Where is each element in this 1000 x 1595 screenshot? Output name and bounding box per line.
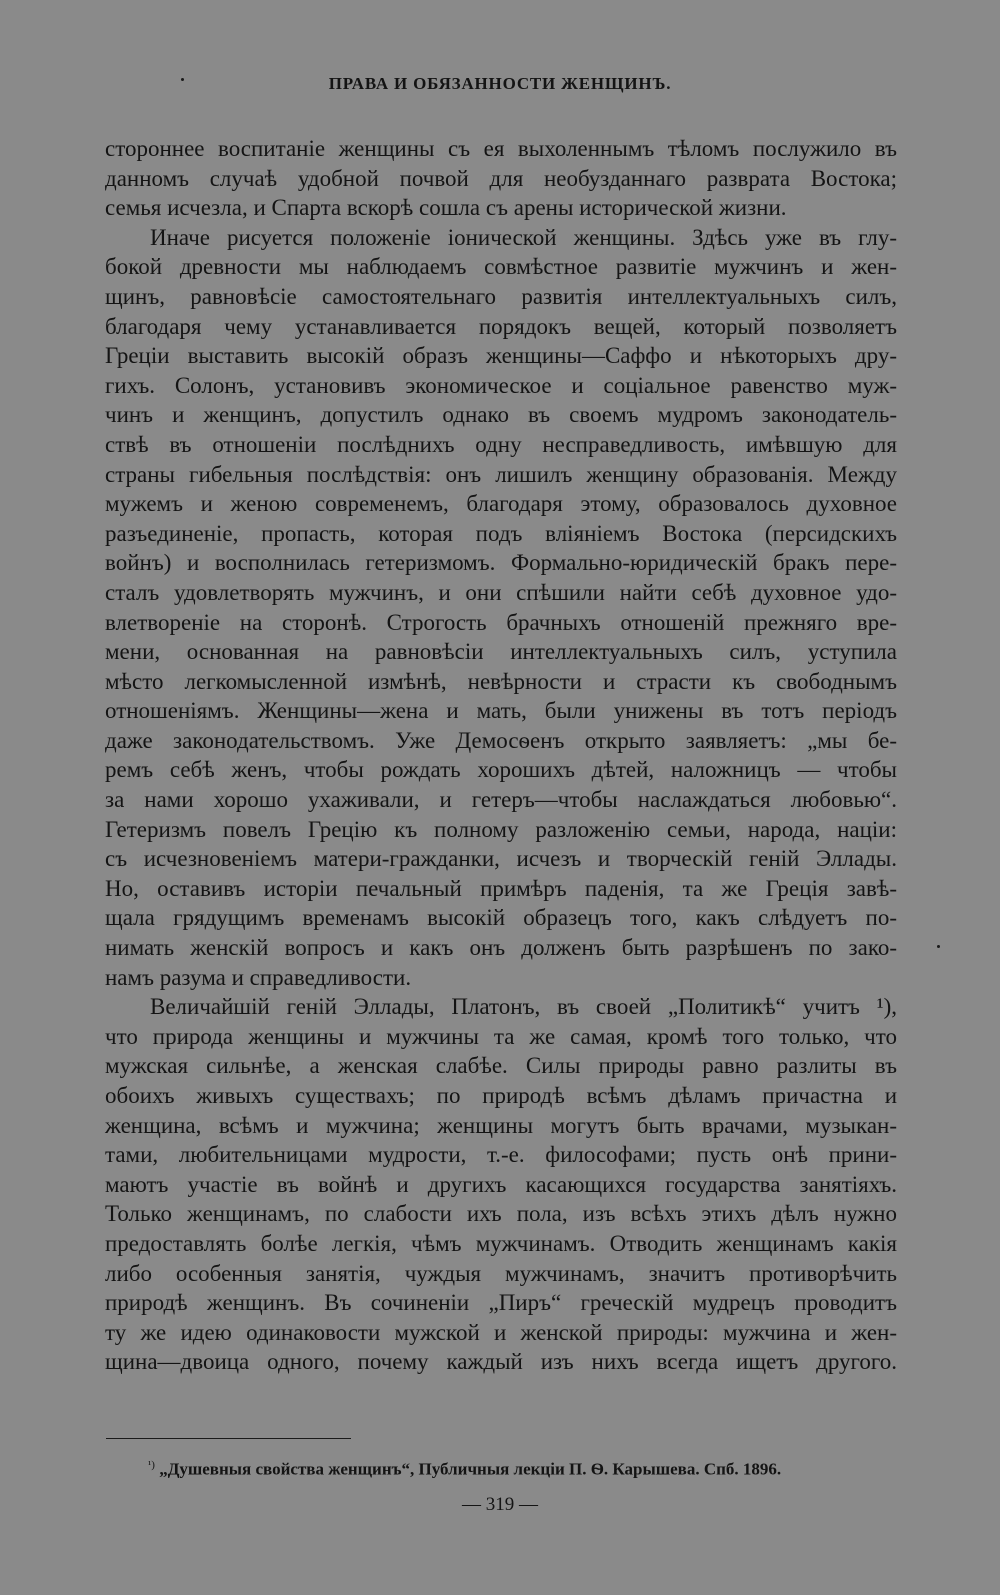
running-head: ПРАВА И ОБЯЗАННОСТИ ЖЕНЩИНЪ.: [328, 74, 672, 93]
body-text: [105, 134, 897, 1377]
text-line: разъединеніе, пропасть, которая подъ вліяніемъ Востока (персидскихъ: [105, 520, 897, 546]
footnote-marker: ¹): [148, 1459, 155, 1471]
text-line: гихъ. Солонъ, установивъ экономическое и соціальное равенство муж-: [105, 372, 897, 398]
text-line: тами, любительницами мудрости, т.-е. философами; пусть онѣ прини-: [105, 1142, 897, 1168]
text-line: ремъ себѣ женъ, чтобы рождать хорошихъ дѣтей, наложницъ — чтобы: [105, 757, 897, 783]
text-line: Гетеризмъ повелъ Грецію къ полному разложенію семьи, народа, націи:: [105, 816, 897, 842]
text-line: ствѣ въ отношеніи послѣднихъ одну несправедливость, имѣвшую для: [105, 431, 897, 457]
print-speck: [937, 945, 940, 948]
footnote-rule: [106, 1438, 351, 1439]
text-line: страны гибельныя послѣдствія: онъ лишилъ женщину образованія. Между: [105, 461, 897, 487]
text-line: ту же идею одинаковости мужской и женской природы: мужчина и жен-: [105, 1319, 897, 1345]
text-line: обоихъ живыхъ существахъ; по природѣ всѣмъ дѣламъ причастна и: [105, 1083, 897, 1108]
text-line: семья исчезла, и Спарта вскорѣ сошла съ арены исторической жизни.: [105, 195, 787, 221]
text-line: Иначе рисуется положеніе іонической женщины. Здѣсь уже въ глу-: [150, 224, 897, 250]
text-line: мѣсто легкомысленной измѣнѣ, невѣрности и страсти къ свободнымъ: [105, 668, 897, 694]
text-line: Но, оставивъ исторіи печальный примѣръ паденія, та же Греція завѣ-: [105, 875, 897, 901]
text-line: данномъ случаѣ удобной почвой для необузданнаго разврата Востока;: [105, 165, 897, 191]
text-line: мени, основанная на равновѣсіи интеллектуальныхъ силъ, уступила: [105, 639, 897, 665]
text-line: Греціи выставить высокій образъ женщины—Саффо и нѣкоторыхъ дру-: [105, 343, 897, 369]
text-line: съ исчезновеніемъ матери-гражданки, исчезъ и творческій геній Эллады.: [105, 846, 897, 872]
text-line: чинъ и женщинъ, допустилъ однако въ своемъ мудромъ законодатель-: [105, 402, 897, 428]
page-number: — 319 —: [462, 1494, 538, 1515]
text-line: бокой древности мы наблюдаемъ совмѣстное развитіе мужчинъ и жен-: [105, 254, 897, 280]
text-line: влетвореніе на сторонѣ. Строгость брачныхъ отношеній прежняго вре-: [105, 609, 897, 635]
text-line: женщина, всѣмъ и мужчина; женщины могутъ быть врачами, музыкан-: [105, 1112, 897, 1138]
text-line: щала грядущимъ временамъ высокій образецъ того, какъ слѣдуетъ по-: [105, 905, 897, 931]
text-line: либо особенныя занятія, чуждыя мужчинамъ, значитъ противорѣчить: [105, 1260, 897, 1286]
text-line: мужская сильнѣе, а женская слабѣе. Силы природы равно разлиты въ: [105, 1053, 897, 1079]
text-line: благодаря чему устанавливается порядокъ вещей, который позволяетъ: [105, 313, 897, 339]
text-line: Величайшій геній Эллады, Платонъ, въ своей „Политикѣ“ учитъ ¹),: [150, 994, 897, 1020]
text-line: щина—двоица одного, почему каждый изъ нихъ всегда ищетъ другого.: [105, 1349, 897, 1375]
text-line: природѣ женщинъ. Въ сочиненіи „Пиръ“ греческій мудрецъ проводитъ: [105, 1290, 897, 1316]
text-line: даже законодательствомъ. Уже Демосѳенъ открыто заявляетъ: „мы бе-: [105, 727, 897, 753]
text-line: стороннее воспитаніе женщины съ ея выхоленнымъ тѣломъ послужило въ: [105, 136, 897, 161]
text-line: за нами хорошо ухаживали, и гетеръ—чтобы наслаждаться любовью“.: [105, 787, 897, 813]
text-line: сталъ удовлетворять мужчинъ, и они спѣшили найти себѣ духовное удо-: [105, 579, 897, 605]
text-line: войнъ) и восполнилась гетеризмомъ. Формально-юридическій бракъ пере-: [105, 550, 897, 576]
text-line: мужемъ и женою современемъ, благодаря этому, образовалось духовное: [105, 491, 897, 517]
text-line: маютъ участіе въ войнѣ и другихъ касающихся государства занятіяхъ.: [105, 1171, 897, 1197]
text-line: щинъ, равновѣсіе самостоятельнаго развитія интеллектуальныхъ силъ,: [105, 283, 897, 309]
text-line: Только женщинамъ, по слабости ихъ пола, изъ всѣхъ этихъ дѣлъ нужно: [105, 1201, 897, 1227]
text-line: нимать женскій вопросъ и какъ онъ долженъ быть разрѣшенъ по зако-: [105, 935, 897, 961]
footnote-text: „Душевныя свойства женщинъ“, Публичныя лекціи П. Ѳ. Карышева. Спб. 1896.: [159, 1459, 782, 1479]
text-line: что природа женщины и мужчины та же самая, кромѣ того только, что: [105, 1023, 897, 1049]
text-line: намъ разума и справедливости.: [105, 964, 412, 990]
footnote: [148, 1459, 781, 1480]
text-line: отношеніямъ. Женщины—жена и мать, были унижены въ тотъ періодъ: [105, 698, 897, 724]
text-line: предоставлять болѣе легкія, чѣмъ мужчинамъ. Отводить женщинамъ какія: [105, 1230, 897, 1256]
